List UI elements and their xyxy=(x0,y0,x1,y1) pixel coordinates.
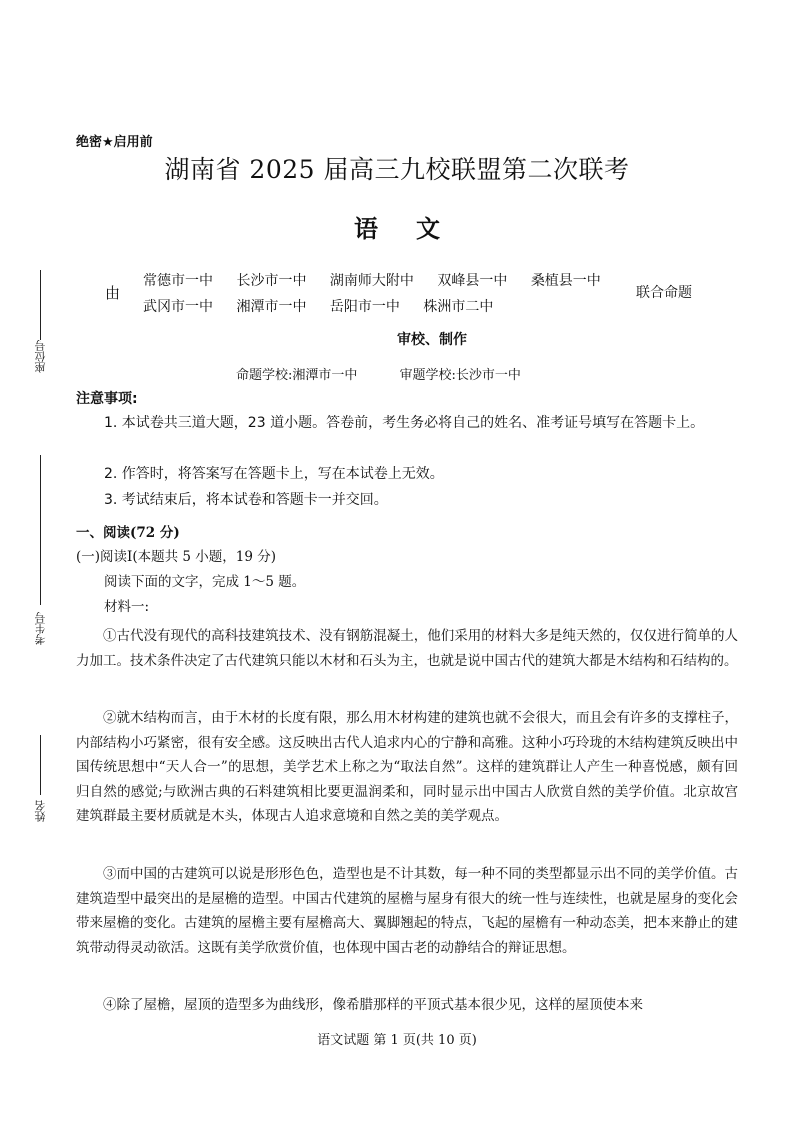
schools-row-1 xyxy=(143,270,620,290)
paragraph-3: ③而中国的古建筑可以说是形形色色，造型也是不计其数，每一种不同的类型都显示出不同的美学价值。古建筑造型中最突出的是屋檐的造型。中国古代建筑的屋檐与屋身有很大的统一性与连续性，也就是屋身的变化会带来屋檐的变化。古建筑的屋檐主要有屋檐高大、翼脚翘起的特点，飞起的屋檐有一种动态美，把本来静止的建筑带动得灵动欲活。这既有美学欣赏价值，也体现中国古老的动静结合的辩证思想。 xyxy=(76,866,738,956)
notice-item: 3. 考试结束后，将本试卷和答题卡一并交回。 xyxy=(104,492,388,508)
seat-label: 座位号 xyxy=(34,340,47,373)
material-label: 材料一: xyxy=(104,599,150,615)
reviewer-school: 审题学校:长沙市一中 xyxy=(399,368,521,383)
school-item: 武冈市一中 xyxy=(143,299,213,315)
school-item: 常德市一中 xyxy=(143,273,213,289)
school-item: 株洲市二中 xyxy=(423,299,494,315)
paragraph-1: ①古代没有现代的高科技建筑技术、没有钢筋混凝土，他们采用的材料大多是纯天然的，仅仅进行简单的人力加工。技术条件决定了古代建筑只能以木材和石头为主，也就是说中国古代的建筑大都是木结构和石结构的。 xyxy=(76,628,738,669)
exam-no-label: 考生号 xyxy=(34,612,47,645)
part-heading: (一)阅读Ⅰ(本题共 5 小题，19 分) xyxy=(76,549,277,565)
name-label: 姓名 xyxy=(34,800,47,822)
schools-prefix: 由 xyxy=(105,284,121,302)
exam-no-line xyxy=(40,455,41,605)
instruction: 阅读下面的文字，完成 1～5 题。 xyxy=(104,574,306,590)
exam-title: 湖南省 2025 届高三九校联盟第二次联考 xyxy=(164,155,630,184)
school-item: 湖南师大附中 xyxy=(329,273,414,289)
name-line xyxy=(40,735,41,795)
notice-title: 注意事项: xyxy=(76,391,138,407)
paragraph-4: ④除了屋檐，屋顶的造型多为曲线形，像希腊那样的平顶式基本很少见，这样的屋顶使本来 xyxy=(103,997,643,1013)
review-production-label: 审校、制作 xyxy=(397,332,467,348)
subject-title: 语文 xyxy=(354,214,478,243)
page-footer: 语文试题 第 1 页(共 10 页) xyxy=(317,1033,477,1048)
paragraph-2: ②就木结构而言，由于木材的长度有限，那么用木材构建的建筑也就不会很大，而且会有许多的支撑柱子，内部结构小巧紧密，很有安全感。这反映出古代人追求内心的宁静和高雅。这种小巧玲珑的木结构建筑反映出中国传统思想中“天人合一”的思想，美学艺术上称之为“取法自然”。这样的建筑群让人产生一种喜悦感，颇有回归自然的感觉;与欧洲古典的石料建筑相比要更温润柔和，同时显示出中国古人欣赏自然的美学价值。北京故宫建筑群最主要材质就是木头，体现古人追求意境和自然之美的美学观点。 xyxy=(76,710,738,824)
schools-row-2 xyxy=(143,296,512,316)
school-item: 湘潭市一中 xyxy=(236,299,307,315)
school-item: 长沙市一中 xyxy=(236,273,307,289)
notice-item: 1. 本试卷共三道大题，23 道小题。答卷前，考生务必将自己的姓名、准考证号填写在答题卡上。 xyxy=(104,415,705,431)
exam-schools xyxy=(236,364,559,383)
secret-label: 绝密★启用前 xyxy=(76,135,153,150)
notice-item: 2. 作答时，将答案写在答题卡上，写在本试卷上无效。 xyxy=(104,466,444,482)
school-item: 双峰县一中 xyxy=(437,273,508,289)
joint-proposition-label: 联合命题 xyxy=(636,285,692,301)
proposer-school: 命题学校:湘潭市一中 xyxy=(236,368,358,383)
school-item: 岳阳市一中 xyxy=(329,299,400,315)
seat-line xyxy=(40,270,41,340)
school-item: 桑植县一中 xyxy=(530,273,601,289)
section-heading: 一、阅读(72 分) xyxy=(76,525,180,541)
